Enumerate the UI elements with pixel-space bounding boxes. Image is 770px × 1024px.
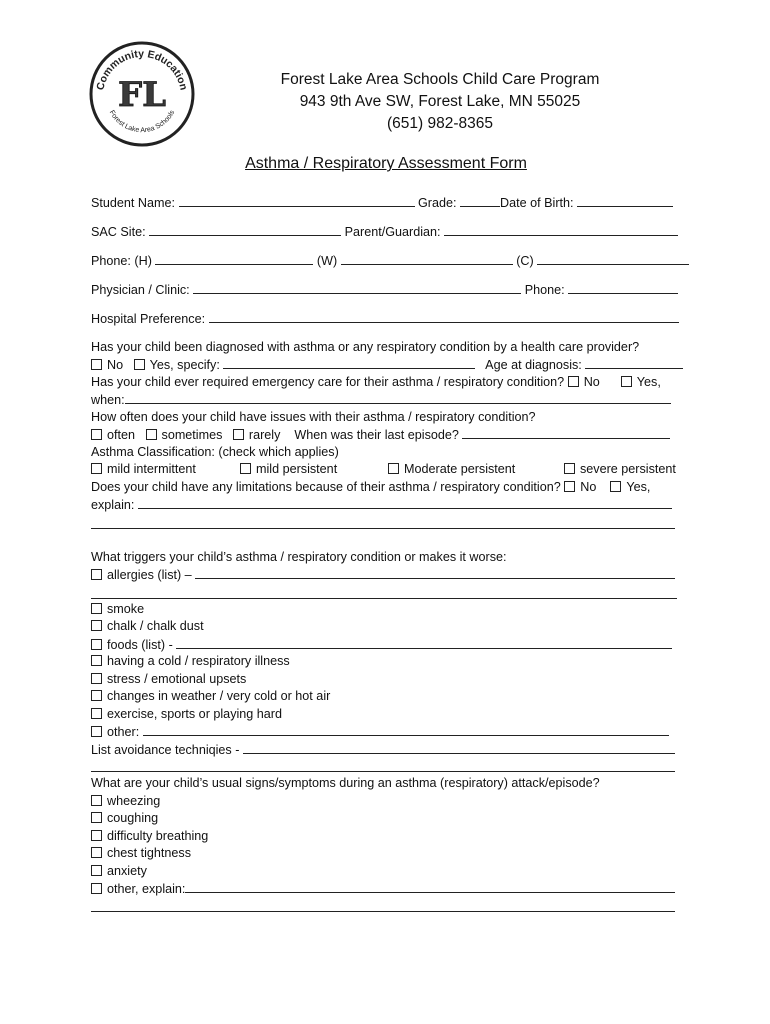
student-name-field[interactable] [179,194,415,207]
physician-phone-field[interactable] [568,281,678,294]
avoidance-row: List avoidance techniqies - [91,741,675,758]
symptom-breathing: difficulty breathing [91,828,208,844]
moderate-persistent-checkbox[interactable] [388,463,399,474]
trigger-stress: stress / emotional upsets [91,671,246,687]
allergies-line-2[interactable] [91,598,677,599]
trigger-other-field[interactable] [143,723,669,736]
logo-bottom-text: Forest Lake Area Schools [107,109,177,135]
trigger-chalk: chalk / chalk dust [91,618,204,634]
trigger-weather: changes in weather / very cold or hot air [91,688,330,704]
symptom-anxiety: anxiety [91,863,147,879]
q5-row: Does your child have any limitations because of their asthma / respiratory condition? No Yes, [91,480,651,494]
row-phone: Phone: (H) (W) (C) [91,252,689,269]
grade-field[interactable] [460,194,500,207]
symptom-other-checkbox[interactable] [91,883,102,894]
weather-checkbox[interactable] [91,690,102,701]
q4-opt-2: mild persistent [240,461,337,477]
trigger-other: other: [91,723,669,740]
trigger-other-checkbox[interactable] [91,726,102,737]
hospital-field[interactable] [209,310,679,323]
exercise-checkbox[interactable] [91,708,102,719]
coughing-checkbox[interactable] [91,812,102,823]
stress-checkbox[interactable] [91,673,102,684]
allergies-field[interactable] [195,566,675,579]
q2-when-row: when: [91,391,671,408]
chalk-checkbox[interactable] [91,620,102,631]
q5-explain-field[interactable] [138,496,672,509]
symptoms-text: What are your child’s usual signs/symptoms during an asthma (respiratory) attack/episode? [91,776,600,790]
smoke-checkbox[interactable] [91,603,102,614]
q4-opt-3: Moderate persistent [388,461,515,477]
phone-work-field[interactable] [341,252,513,265]
q5-no-checkbox[interactable] [564,481,575,492]
row-sac: SAC Site: Parent/Guardian: [91,223,678,240]
mild-persistent-checkbox[interactable] [240,463,251,474]
severe-persistent-checkbox[interactable] [564,463,575,474]
logo [88,40,196,148]
q4-opt-1: mild intermittent [91,461,196,477]
row-physician: Physician / Clinic: Phone: [91,281,678,298]
q2-row: Has your child ever required emergency care for their asthma / respiratory condition? No Yes, [91,375,661,389]
cold-checkbox[interactable] [91,655,102,666]
mild-intermittent-checkbox[interactable] [91,463,102,474]
avoidance-line-2[interactable] [91,771,675,772]
foods-checkbox[interactable] [91,639,102,650]
header-line-3: (651) 982-8365 [387,115,493,132]
q3-sometimes-checkbox[interactable] [146,429,157,440]
q1-no-checkbox[interactable] [91,359,102,370]
q1-specify-field[interactable] [223,356,475,369]
foods-field[interactable] [176,636,672,649]
logo-initials: FL [117,75,167,115]
trigger-foods: foods (list) - [91,636,672,653]
q3-rarely-checkbox[interactable] [233,429,244,440]
anxiety-checkbox[interactable] [91,865,102,876]
sac-site-field[interactable] [149,223,341,236]
symptom-other: other, explain: [91,880,675,897]
avoidance-field[interactable] [243,741,675,754]
symptom-other-line-2[interactable] [91,911,675,912]
chest-checkbox[interactable] [91,847,102,858]
q5-yes-checkbox[interactable] [610,481,621,492]
age-diagnosis-field[interactable] [585,356,683,369]
symptom-other-field[interactable] [185,880,675,893]
q1-options: No Yes, specify: Age at diagnosis: [91,356,683,373]
q4-text: Asthma Classification: (check which applies) [91,445,339,459]
q5-explain-line-2[interactable] [91,528,675,529]
trigger-exercise: exercise, sports or playing hard [91,706,282,722]
dob-field[interactable] [577,194,673,207]
allergies-row: allergies (list) – [91,566,675,583]
phone-cell-field[interactable] [537,252,689,265]
q3-often-checkbox[interactable] [91,429,102,440]
triggers-text: What triggers your child’s asthma / respiratory condition or makes it worse: [91,550,507,564]
q2-no-checkbox[interactable] [568,376,579,387]
q1-yes-checkbox[interactable] [134,359,145,370]
breathing-checkbox[interactable] [91,830,102,841]
q1-text: Has your child been diagnosed with asthma or any respiratory condition by a health care provider? [91,340,640,354]
last-episode-field[interactable] [462,426,670,439]
header-line-1: Forest Lake Area Schools Child Care Program [280,71,600,88]
q3-text: How often does your child have issues with their asthma / respiratory condition? [91,410,536,424]
q2-when-field[interactable] [125,391,671,404]
q4-opt-4: severe persistent [564,461,676,477]
logo-arc-text: Community Education [94,47,190,92]
symptom-coughing: coughing [91,810,158,826]
trigger-smoke: smoke [91,601,144,617]
q2-yes-checkbox[interactable] [621,376,632,387]
row-hospital: Hospital Preference: [91,310,679,327]
allergies-checkbox[interactable] [91,569,102,580]
parent-field[interactable] [444,223,678,236]
trigger-cold: having a cold / respiratory illness [91,653,290,669]
q3-options: often sometimes rarely When was their last episode? [91,426,670,443]
row-student: Student Name: Grade: Date of Birth: [91,194,673,211]
physician-field[interactable] [193,281,521,294]
wheezing-checkbox[interactable] [91,795,102,806]
q5-explain-row: explain: [91,496,672,513]
header-line-2: 943 9th Ave SW, Forest Lake, MN 55025 [299,93,581,110]
symptom-wheezing: wheezing [91,793,160,809]
phone-home-field[interactable] [155,252,313,265]
form-title: Asthma / Respiratory Assessment Form [245,155,527,172]
symptom-chest: chest tightness [91,845,191,861]
